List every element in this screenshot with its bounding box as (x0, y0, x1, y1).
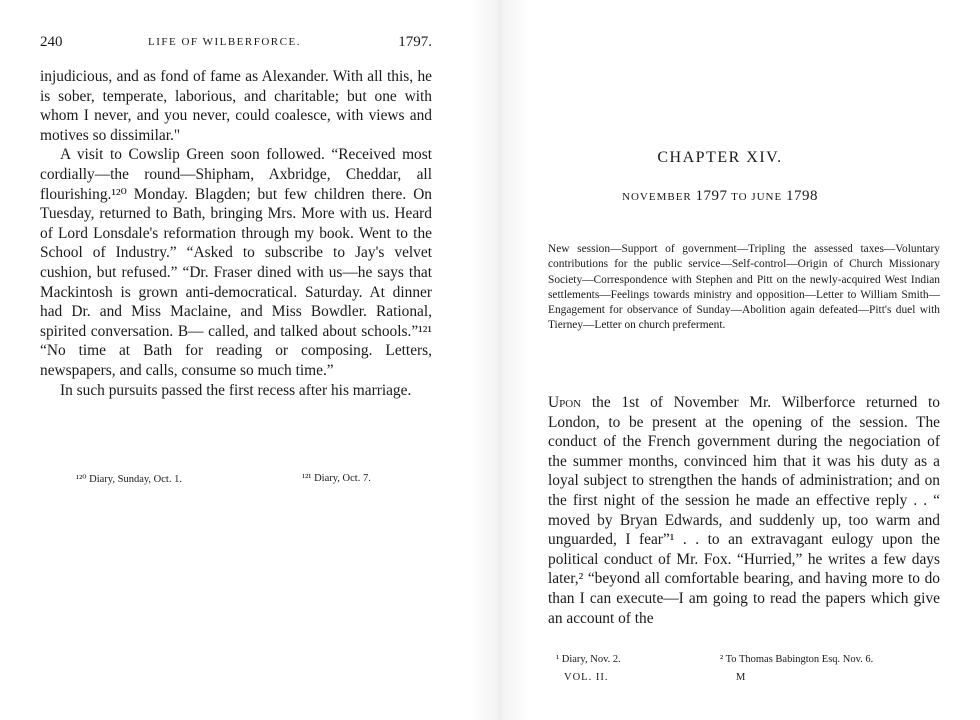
page-number: 240 (40, 34, 63, 50)
chapter-summary: New session—Support of government—Tripling the assessed taxes—Voluntary contributions for the public service—Self-control—Origin of Church Missionary Society—Correspondence with Stephen and Pitt on the newly-acquired West Indian settlements—Feelings towards ministry and opposition—Letter to William Smith—Engagement for observance of Sunday—Abolition again defeated—Pitt's duel with Tierney—Letter on church preferment. (548, 243, 940, 332)
date-from-month: NOVEMBER (622, 191, 692, 203)
right-body-text (548, 393, 940, 628)
date-to-word: TO (731, 191, 748, 203)
book-gutter (470, 0, 530, 720)
running-head (40, 34, 432, 54)
footnote: ¹²⁰ Diary, Sunday, Oct. 1. (76, 474, 182, 485)
chapter-title: CHAPTER XIV. (657, 149, 783, 166)
right-page (530, 0, 980, 720)
footnote: ² To Thomas Babington Esq. Nov. 6. (720, 654, 874, 665)
left-body-text (40, 67, 432, 400)
paragraph (548, 393, 940, 628)
running-year: 1797. (398, 34, 432, 50)
paragraph: injudicious, and as fond of fame as Alexander. With all this, he is sober, temperate, laborious, and charitable; but one with whom I never, and you never, could coalesce, with views and motives so dissimilar." (40, 68, 432, 144)
opening-word: Upon (548, 394, 582, 411)
footnote: ¹ Diary, Nov. 2. (556, 654, 621, 665)
left-page (0, 0, 470, 720)
running-title: LIFE OF WILBERFORCE. (148, 36, 301, 48)
volume-mark: VOL. II. (564, 672, 609, 683)
chapter-dates (530, 188, 910, 205)
signature-mark: M (736, 672, 747, 683)
paragraph: A visit to Cowslip Green soon followed. “Received most cordially—the round—Shipham, Axbridge, Cheddar, all flourishing.¹²⁰ Monday. Blagden; but few children there. On Tuesday, returned to Bath, bringing Mrs. More with us. Heard of Lord Lonsdale's reformation through my book. Went to the School of Industry.” “Asked to subscribe to Jay's velvet cushion, but refused.” “Dr. Fraser dined with us—he says that Mackintosh is grown anti-democratical. Saturday. At dinner had Dr. and Miss Maclaine, and Miss Bowdler. Rational, spirited conversation. B— called, and talked about schools.”¹²¹ “No time at Bath for reading or composing. Letters, newspapers, and calls, consume so much time.” (40, 146, 432, 379)
date-from-year: 1797 (695, 188, 728, 204)
body-text: the 1st of November Mr. Wilberforce returned to London, to be present at the opening of the session. The conduct of the French government during the negociation of the summer months, convinced him that it was his duty as a loyal subject to strengthen the hands of administration; and on the first night of the session he made an effective reply . . “ moved by Bryan Edwards, and suddenly up, too warm and unguarded, I fear”¹ . . to an extravagant eulogy upon the political conduct of Mr. Fox. “Hurried,” he writes a few days later,² “beyond all comfortable bearing, and having more to do than I can execute—I am going to read the papers which give an account of the (548, 394, 940, 627)
footnote: ¹²¹ Diary, Oct. 7. (302, 473, 371, 484)
date-to-month: JUNE (751, 191, 783, 203)
paragraph: In such pursuits passed the first recess after his marriage. (60, 381, 412, 399)
date-to-year: 1798 (785, 188, 818, 204)
